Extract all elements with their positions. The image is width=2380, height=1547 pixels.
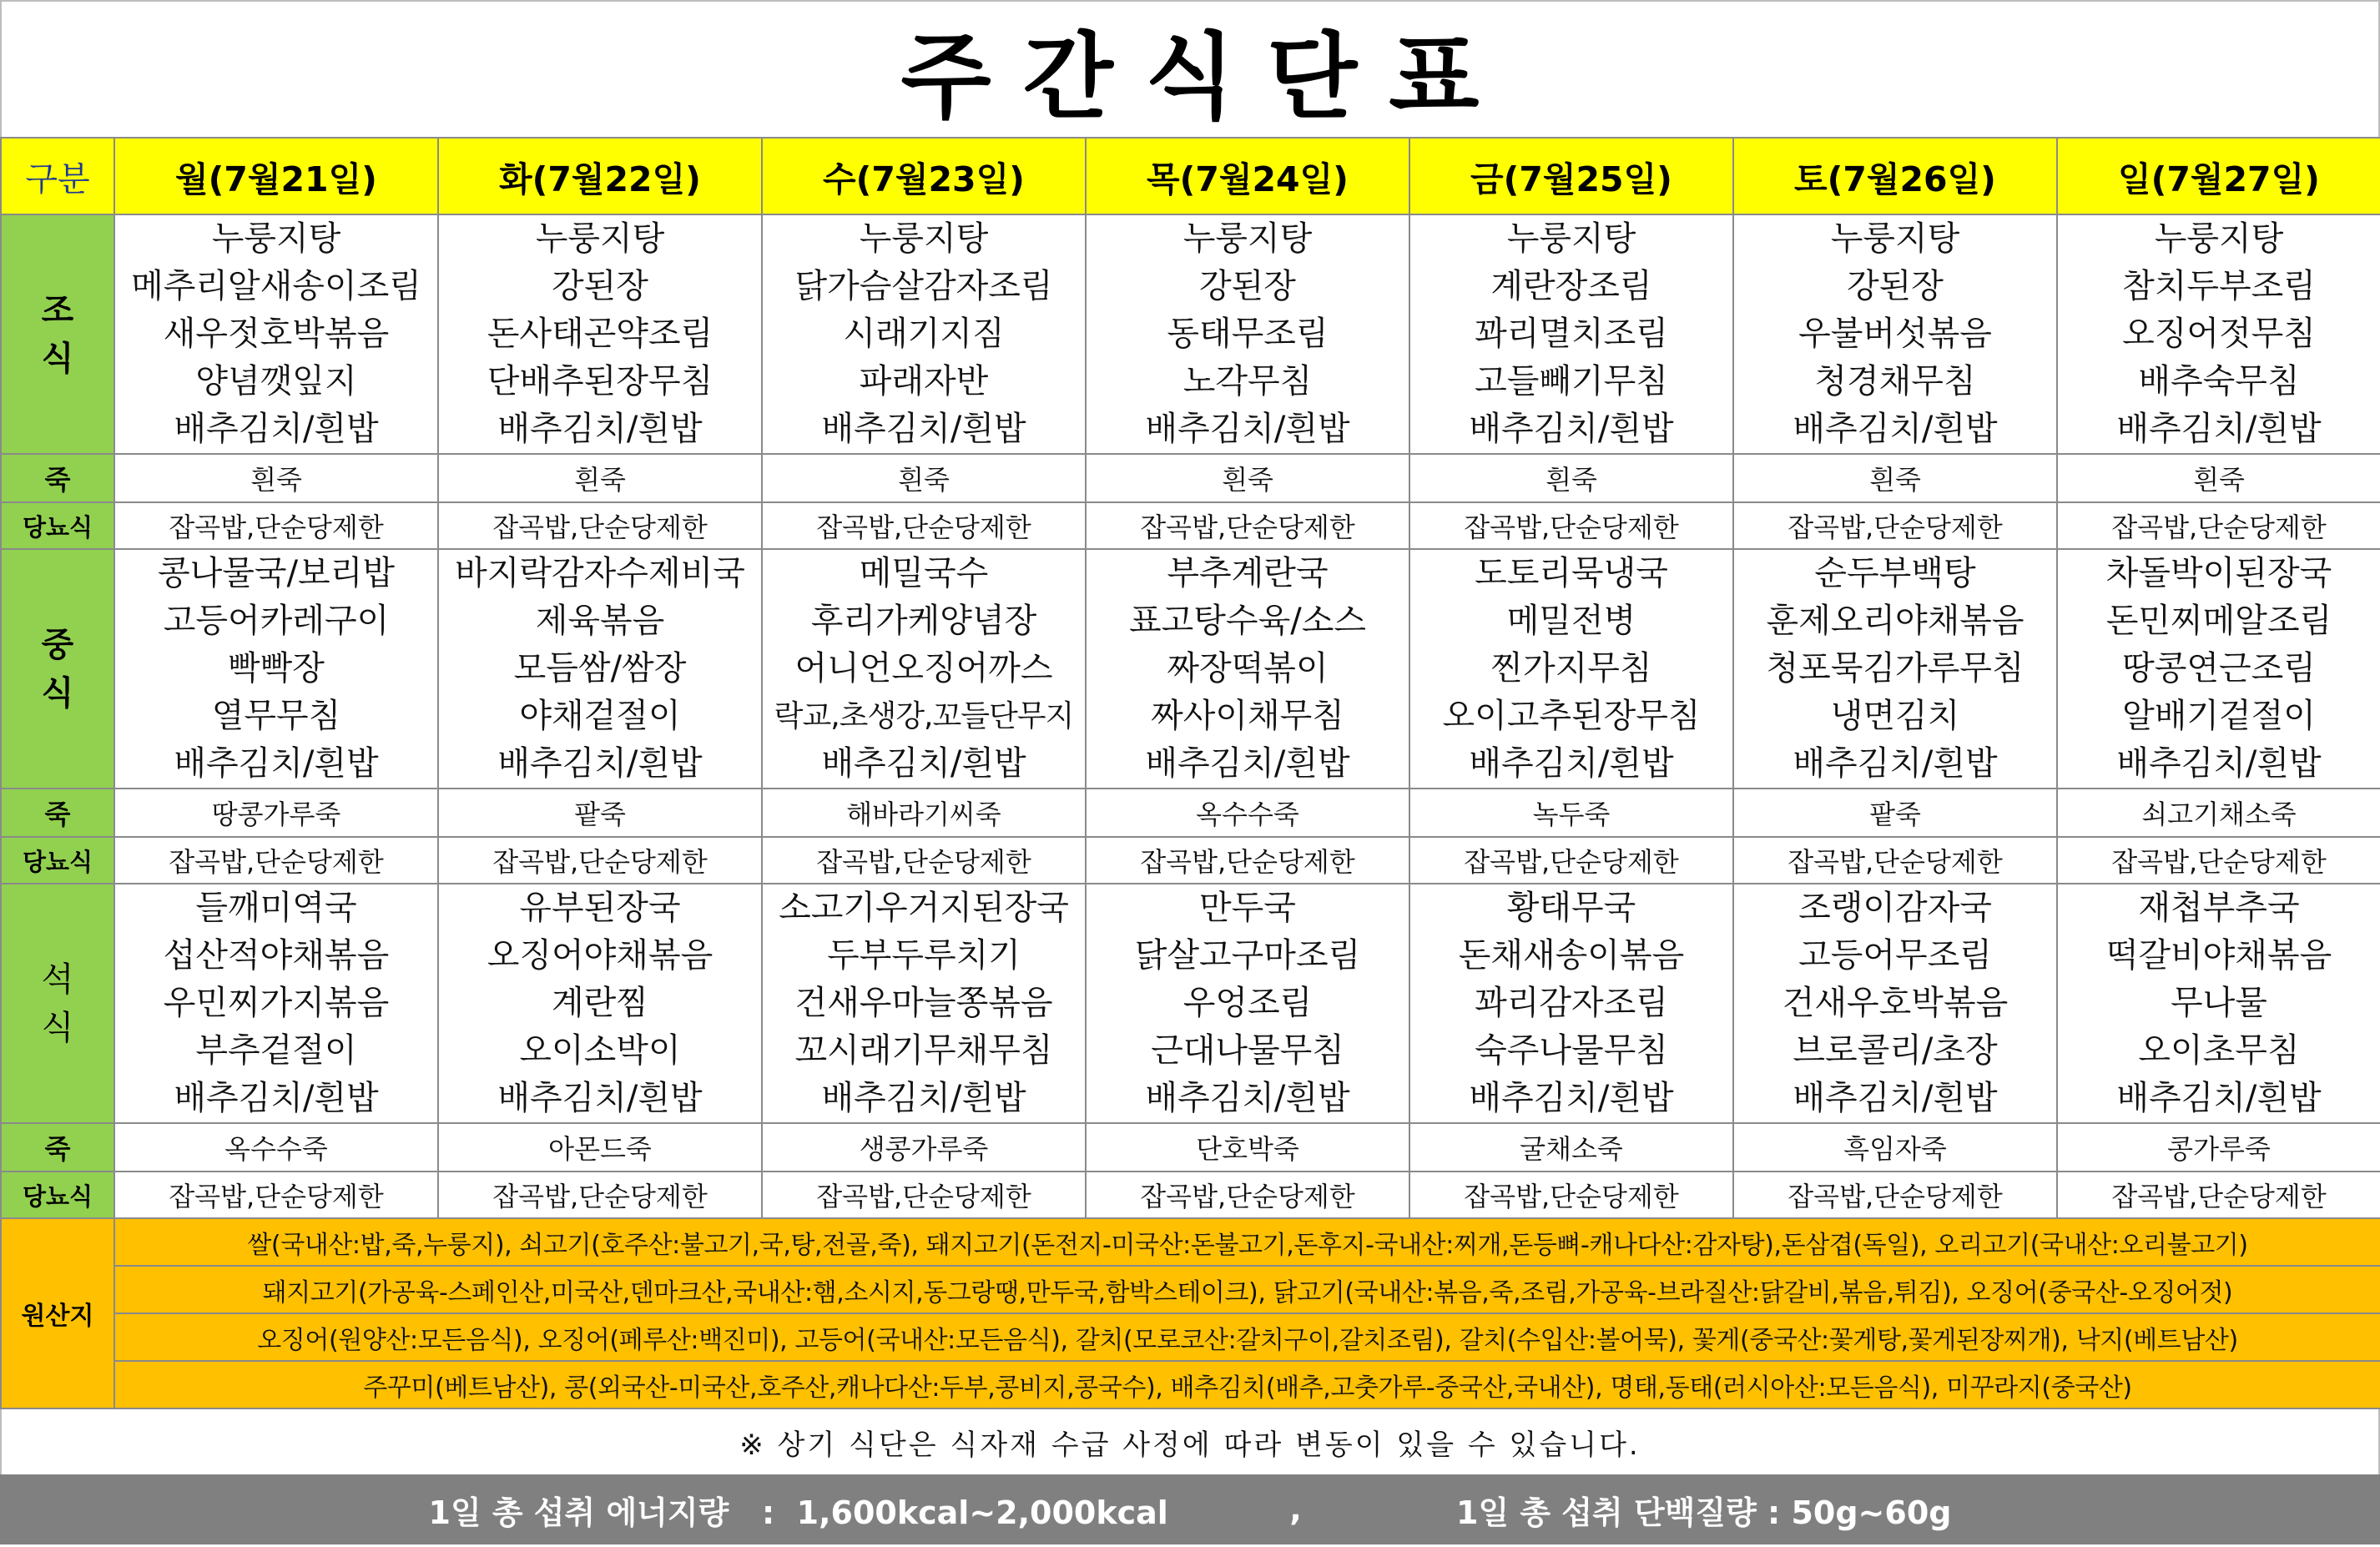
- lunch-diabetic-row-cell: 잡곡밥,단순당제한: [114, 837, 438, 884]
- menu-item: 오이소박이: [519, 1031, 681, 1070]
- menu-item: 훈제오리야채볶음: [1766, 602, 2025, 640]
- lunch-juk-row-cell: 해바라기씨죽: [762, 789, 1086, 837]
- menu-item: 유부된장국: [519, 889, 681, 927]
- menu-item: 도토리묵냉국: [1475, 554, 1668, 592]
- menu-item: 누룽지탕: [535, 219, 665, 258]
- dinner-diabetic-row-cell: 잡곡밥,단순당제한: [114, 1172, 438, 1218]
- menu-item: 닭살고구마조림: [1134, 936, 1361, 975]
- menu-item: 배추김치/흰밥: [1469, 410, 1674, 448]
- breakfast-juk-row: [1, 454, 2380, 502]
- menu-item: 새우젓호박볶음: [163, 315, 390, 353]
- origin-line: 오징어(원양산:모든음식), 오징어(페루산:백진미), 고등어(국내산:모든음식), 갈치(모로코산:갈치구이,갈치조림), 갈치(수입산:볼어묵), 꽃게(중국산:꽃게탕,꽃게된장찌개), 낙지(베트남산): [114, 1313, 2380, 1361]
- menu-item: 배추숙무침: [2138, 362, 2300, 401]
- menu-item: 락교,초생강,꼬들단무지: [774, 699, 1074, 733]
- menu-item: 계란장조림: [1490, 267, 1652, 305]
- menu-item: 우민찌가지볶음: [163, 984, 390, 1022]
- menu-item: 배추김치/흰밥: [821, 410, 1026, 448]
- dinner-juk-row-cell: 단호박죽: [1086, 1123, 1409, 1172]
- menu-item: 오이고추된장무침: [1442, 697, 1701, 735]
- lunch-juk-row-cell: 녹두죽: [1409, 789, 1733, 837]
- lunch-cell: [114, 549, 438, 789]
- breakfast-diabetic-row-cell: 잡곡밥,단순당제한: [2057, 502, 2380, 549]
- menu-item: 고등어카레구이: [163, 602, 390, 640]
- menu-item: 황태무국: [1506, 889, 1636, 927]
- breakfast-diabetic-row-cell: 잡곡밥,단순당제한: [438, 502, 762, 549]
- menu-item: 고들빼기무침: [1475, 362, 1668, 401]
- menu-item: 재첩부추국: [2138, 889, 2300, 927]
- dinner-juk-row-cell: 흑임자죽: [1733, 1123, 2057, 1172]
- menu-item: 누룽지탕: [2154, 219, 2284, 258]
- breakfast-cell: [114, 214, 438, 454]
- menu-item: 배추김치/흰밥: [1145, 1079, 1350, 1117]
- breakfast-cell: [1409, 214, 1733, 454]
- menu-item: 후리가케양념장: [810, 602, 1037, 640]
- menu-item: 섭산적야채볶음: [163, 936, 390, 975]
- menu-item: 메추리알새송이조림: [131, 267, 421, 305]
- breakfast-juk-row-label: 죽: [1, 454, 114, 502]
- menu-item: 열무무침: [211, 697, 341, 735]
- lunch-row: [1, 549, 2380, 789]
- dinner-diabetic-row-cell: 잡곡밥,단순당제한: [1086, 1172, 1409, 1218]
- menu-item: 모듬쌈/쌈장: [513, 649, 687, 688]
- menu-item: 청경채무침: [1814, 362, 1976, 401]
- protein-intake: 1일 총 섭취 단백질량 : 50g~60g: [1456, 1494, 1952, 1531]
- breakfast-row: [1, 214, 2380, 454]
- breakfast-diabetic-row-cell: 잡곡밥,단순당제한: [114, 502, 438, 549]
- dinner-cell: [2057, 884, 2380, 1123]
- menu-item: 바지락감자수제비국: [455, 554, 745, 592]
- dinner-juk-row-cell: 옥수수죽: [114, 1123, 438, 1172]
- breakfast-cell: [438, 214, 762, 454]
- lunch-label-char: 중: [41, 625, 74, 664]
- breakfast-diabetic-row-label: 당뇨식: [1, 502, 114, 549]
- menu-item: 파래자반: [859, 362, 989, 401]
- dinner-diabetic-row-label: 당뇨식: [1, 1172, 114, 1218]
- breakfast-label-char: 조: [41, 290, 74, 330]
- breakfast-juk-row-cell: 흰죽: [762, 454, 1086, 502]
- menu-item: 배추김치/흰밥: [2116, 410, 2322, 448]
- dinner-juk-row: [1, 1123, 2380, 1172]
- dinner-juk-row-cell: 아몬드죽: [438, 1123, 762, 1172]
- origin-row: [1, 1266, 2380, 1313]
- breakfast-juk-row-cell: 흰죽: [438, 454, 762, 502]
- dinner-cell: [1733, 884, 2057, 1123]
- menu-item: 건새우호박볶음: [1782, 984, 2009, 1022]
- menu-item: 참치두부조림: [2122, 267, 2316, 305]
- menu-item: 노각무침: [1182, 362, 1313, 401]
- menu-item: 무나물: [2171, 984, 2267, 1022]
- menu-item: 배추김치/흰밥: [821, 744, 1026, 783]
- menu-item: 빡빡장: [228, 649, 325, 688]
- title-bar: [0, 0, 2380, 137]
- lunch-cell: [1086, 549, 1409, 789]
- breakfast-cell: [1733, 214, 2057, 454]
- lunch-label-char: 식: [41, 673, 74, 713]
- menu-item: 표고탕수육/소스: [1129, 602, 1366, 640]
- menu-item: 꼬시래기무채무침: [794, 1031, 1053, 1070]
- menu-item: 돈사태곤약조림: [487, 315, 713, 353]
- menu-item: 부추겉절이: [195, 1031, 357, 1070]
- breakfast-juk-row-cell: 흰죽: [1733, 454, 2057, 502]
- menu-item: 누룽지탕: [859, 219, 989, 258]
- menu-item: 근대나물무침: [1151, 1031, 1344, 1070]
- menu-item: 조랭이감자국: [1798, 889, 1992, 927]
- menu-item: 계란찜: [552, 984, 648, 1022]
- origin-label: 원산지: [1, 1218, 114, 1408]
- origin-row: [1, 1313, 2380, 1361]
- dinner-diabetic-row-cell: 잡곡밥,단순당제한: [1409, 1172, 1733, 1218]
- menu-item: 두부두루치기: [827, 936, 1021, 975]
- lunch-diabetic-row-label: 당뇨식: [1, 837, 114, 884]
- menu-item: 강된장: [1847, 267, 1944, 305]
- menu-item: 청포묵김가루무침: [1766, 649, 2025, 688]
- menu-item: 강된장: [1199, 267, 1296, 305]
- breakfast-label-char: 식: [41, 339, 74, 378]
- menu-item: 소고기우거지된장국: [779, 889, 1069, 927]
- menu-item: 양념깻잎지: [195, 362, 357, 401]
- lunch-label: [1, 549, 114, 789]
- lunch-juk-row: [1, 789, 2380, 837]
- menu-item: 제육볶음: [535, 602, 665, 640]
- lunch-cell: [438, 549, 762, 789]
- menu-item: 브로콜리/초장: [1793, 1031, 1998, 1070]
- menu-item: 배추김치/흰밥: [1469, 744, 1674, 783]
- breakfast-juk-row-cell: 흰죽: [1086, 454, 1409, 502]
- dinner-juk-row-cell: 생콩가루죽: [762, 1123, 1086, 1172]
- menu-item: 건새우마늘쫑볶음: [794, 984, 1053, 1022]
- day-header: 금(7월25일): [1409, 138, 1733, 214]
- menu-item: 배추김치/흰밥: [174, 410, 379, 448]
- menu-item: 땅콩연근조림: [2122, 649, 2316, 688]
- lunch-diabetic-row-cell: 잡곡밥,단순당제한: [438, 837, 762, 884]
- origin-line: 주꾸미(베트남산), 콩(외국산-미국산,호주산,캐나다산:두부,콩비지,콩국수), 배추김치(배추,고춧가루-중국산,국내산), 명태,동태(러시아산:모든음식), 미꾸라지(중국산): [114, 1361, 2380, 1408]
- day-header-row: [1, 138, 2380, 214]
- menu-item: 우불버섯볶음: [1798, 315, 1992, 353]
- dinner-cell: [762, 884, 1086, 1123]
- menu-item: 누룽지탕: [1182, 219, 1313, 258]
- breakfast-juk-row-cell: 흰죽: [114, 454, 438, 502]
- menu-item: 배추김치/흰밥: [174, 744, 379, 783]
- menu-item: 차돌박이된장국: [2105, 554, 2332, 592]
- menu-item: 들깨미역국: [195, 889, 357, 927]
- lunch-diabetic-row: [1, 837, 2380, 884]
- menu-item: 배추김치/흰밥: [1793, 744, 1998, 783]
- dinner-label-char: 식: [41, 1008, 74, 1047]
- lunch-juk-row-cell: 팥죽: [438, 789, 762, 837]
- nutrition-footer: [0, 1474, 2380, 1544]
- origin-line: 쌀(국내산:밥,죽,누룽지), 쇠고기(호주산:불고기,국,탕,전골,죽), 돼지고기(돈전지-미국산:돈불고기,돈후지-국내산:찌개,돈등뼈-캐나다산:감자탕),돈삼겹(독일), 오리고기(국내산:오리불고기): [114, 1218, 2380, 1266]
- breakfast-cell: [2057, 214, 2380, 454]
- lunch-juk-row-label: 죽: [1, 789, 114, 837]
- menu-item: 단배추된장무침: [487, 362, 713, 401]
- menu-item: 배추김치/흰밥: [1145, 410, 1350, 448]
- dinner-cell: [438, 884, 762, 1123]
- dinner-cell: [1086, 884, 1409, 1123]
- breakfast-juk-row-cell: 흰죽: [2057, 454, 2380, 502]
- breakfast-cell: [1086, 214, 1409, 454]
- dinner-label: [1, 884, 114, 1123]
- dinner-cell: [1409, 884, 1733, 1123]
- lunch-juk-row-cell: 옥수수죽: [1086, 789, 1409, 837]
- lunch-diabetic-row-cell: 잡곡밥,단순당제한: [1733, 837, 2057, 884]
- menu-item: 돈채새송이볶음: [1458, 936, 1685, 975]
- menu-item: 떡갈비야채볶음: [2105, 936, 2332, 975]
- menu-item: 배추김치/흰밥: [497, 410, 703, 448]
- menu-item: 누룽지탕: [211, 219, 341, 258]
- menu-item: 오징어야채볶음: [487, 936, 713, 975]
- menu-item: 배추김치/흰밥: [497, 1079, 703, 1117]
- origin-row: [1, 1218, 2380, 1266]
- dinner-juk-row-cell: 콩가루죽: [2057, 1123, 2380, 1172]
- footer-separator: ,: [1289, 1491, 1302, 1528]
- menu-item: 동태무조림: [1167, 315, 1329, 353]
- energy-intake: 1일 총 섭취 에너지량 : 1,600kcal~2,000kcal: [428, 1494, 1168, 1531]
- day-header: 목(7월24일): [1086, 138, 1409, 214]
- lunch-juk-row-cell: 땅콩가루죽: [114, 789, 438, 837]
- day-header: 월(7월21일): [114, 138, 438, 214]
- menu-item: 오이초무침: [2138, 1031, 2300, 1070]
- menu-item: 찐가지무침: [1490, 649, 1652, 688]
- notice-text: ※ 상기 식단은 식자재 수급 사정에 따라 변동이 있을 수 있습니다.: [0, 1409, 2380, 1474]
- breakfast-cell: [762, 214, 1086, 454]
- breakfast-diabetic-row-cell: 잡곡밥,단순당제한: [1733, 502, 2057, 549]
- dinner-row: [1, 884, 2380, 1123]
- lunch-juk-row-cell: 쇠고기채소죽: [2057, 789, 2380, 837]
- dinner-diabetic-row: [1, 1172, 2380, 1218]
- breakfast-diabetic-row-cell: 잡곡밥,단순당제한: [762, 502, 1086, 549]
- menu-item: 어니언오징어까스: [794, 649, 1053, 688]
- menu-item: 배추김치/흰밥: [1793, 410, 1998, 448]
- breakfast-juk-row-cell: 흰죽: [1409, 454, 1733, 502]
- day-header: 토(7월26일): [1733, 138, 2057, 214]
- breakfast-diabetic-row-cell: 잡곡밥,단순당제한: [1086, 502, 1409, 549]
- menu-item: 배추김치/흰밥: [497, 744, 703, 783]
- day-header: 수(7월23일): [762, 138, 1086, 214]
- dinner-diabetic-row-cell: 잡곡밥,단순당제한: [438, 1172, 762, 1218]
- dinner-label-char: 석: [41, 960, 74, 999]
- menu-item: 숙주나물무침: [1475, 1031, 1668, 1070]
- dinner-diabetic-row-cell: 잡곡밥,단순당제한: [1733, 1172, 2057, 1218]
- page-title: 주간식단표: [900, 23, 1511, 132]
- category-header: 구분: [1, 138, 114, 214]
- lunch-cell: [1409, 549, 1733, 789]
- menu-item: 강된장: [552, 267, 648, 305]
- breakfast-diabetic-row: [1, 502, 2380, 549]
- lunch-juk-row-cell: 팥죽: [1733, 789, 2057, 837]
- menu-item: 냉면김치: [1830, 697, 1960, 735]
- menu-item: 순두부백탕: [1814, 554, 1976, 592]
- weekly-menu-table: [0, 137, 2380, 1409]
- menu-item: 누룽지탕: [1506, 219, 1636, 258]
- menu-item: 알배기겉절이: [2122, 697, 2316, 735]
- menu-item: 콩나물국/보리밥: [158, 554, 395, 592]
- lunch-cell: [1733, 549, 2057, 789]
- lunch-cell: [762, 549, 1086, 789]
- menu-item: 시래기지짐: [843, 315, 1005, 353]
- dinner-diabetic-row-cell: 잡곡밥,단순당제한: [2057, 1172, 2380, 1218]
- dinner-juk-row-cell: 굴채소죽: [1409, 1123, 1733, 1172]
- lunch-diabetic-row-cell: 잡곡밥,단순당제한: [1086, 837, 1409, 884]
- menu-item: 짜장떡볶이: [1167, 649, 1329, 688]
- breakfast-diabetic-row-cell: 잡곡밥,단순당제한: [1409, 502, 1733, 549]
- menu-item: 우엉조림: [1182, 984, 1313, 1022]
- menu-item: 배추김치/흰밥: [2116, 744, 2322, 783]
- menu-item: 배추김치/흰밥: [1793, 1079, 1998, 1117]
- menu-item: 배추김치/흰밥: [821, 1079, 1026, 1117]
- lunch-diabetic-row-cell: 잡곡밥,단순당제한: [2057, 837, 2380, 884]
- menu-item: 배추김치/흰밥: [1145, 744, 1350, 783]
- menu-item: 메밀전병: [1506, 602, 1636, 640]
- menu-item: 돈민찌메알조림: [2105, 602, 2332, 640]
- dinner-cell: [114, 884, 438, 1123]
- menu-item: 야채겉절이: [519, 697, 681, 735]
- menu-item: 배추김치/흰밥: [1469, 1079, 1674, 1117]
- lunch-diabetic-row-cell: 잡곡밥,단순당제한: [762, 837, 1086, 884]
- menu-item: 배추김치/흰밥: [174, 1079, 379, 1117]
- menu-item: 짜사이채무침: [1151, 697, 1344, 735]
- menu-item: 오징어젓무침: [2122, 315, 2316, 353]
- menu-item: 메밀국수: [859, 554, 989, 592]
- breakfast-label: [1, 214, 114, 454]
- menu-item: 꽈리감자조림: [1475, 984, 1668, 1022]
- day-header: 일(7월27일): [2057, 138, 2380, 214]
- menu-item: 꽈리멸치조림: [1475, 315, 1668, 353]
- day-header: 화(7월22일): [438, 138, 762, 214]
- menu-item: 닭가슴살감자조림: [794, 267, 1053, 305]
- dinner-diabetic-row-cell: 잡곡밥,단순당제한: [762, 1172, 1086, 1218]
- menu-item: 누룽지탕: [1830, 219, 1960, 258]
- lunch-diabetic-row-cell: 잡곡밥,단순당제한: [1409, 837, 1733, 884]
- menu-item: 만두국: [1199, 889, 1296, 927]
- origin-line: 돼지고기(가공육-스페인산,미국산,덴마크산,국내산:햄,소시지,동그랑땡,만두국,함박스테이크), 닭고기(국내산:볶음,죽,조림,가공육-브라질산:닭갈비,볶음,튀김), 오징어(중국산-오징어젓): [114, 1266, 2380, 1313]
- menu-item: 고등어무조림: [1798, 936, 1992, 975]
- menu-item: 배추김치/흰밥: [2116, 1079, 2322, 1117]
- origin-row: [1, 1361, 2380, 1408]
- menu-item: 부추계란국: [1167, 554, 1329, 592]
- dinner-juk-row-label: 죽: [1, 1123, 114, 1172]
- lunch-cell: [2057, 549, 2380, 789]
